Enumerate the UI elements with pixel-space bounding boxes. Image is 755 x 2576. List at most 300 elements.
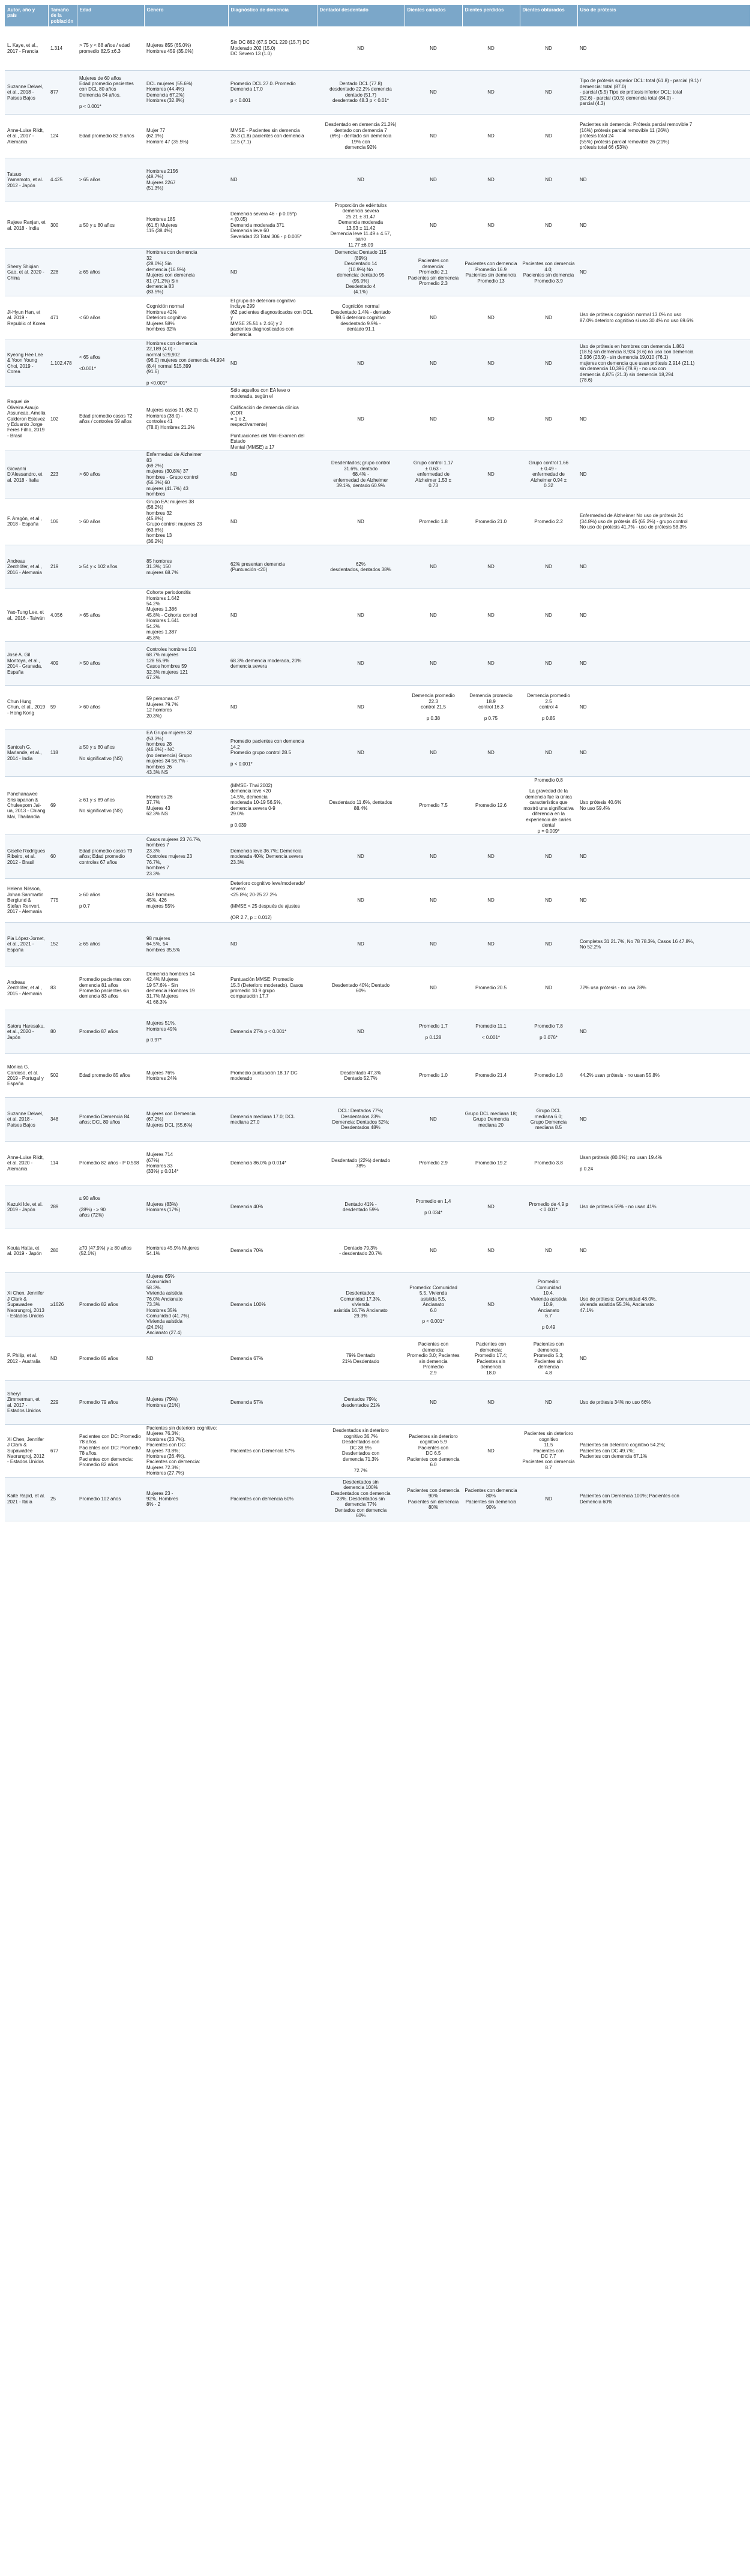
cell-decayed: Promedio: Comunidad 5.5, Vivienda asistida 5.5, Ancianato 6.0 p < 0.001* — [405, 1272, 462, 1337]
cell-dementia-diagnosis: Demencia 100% — [228, 1272, 317, 1337]
cell-age: > 60 años — [77, 686, 144, 729]
cell-prosthesis: ND — [577, 686, 750, 729]
cell-gender: Mujeres 714 (67%) Hombres 33 (33%) p 0.014* — [144, 1141, 228, 1185]
table-row — [5, 878, 750, 922]
cell-population: 280 — [48, 1229, 77, 1272]
cell-gender: Grupo EA: mujeres 38 (56.2%) hombres 32 (45.8%) Grupo control: mujeres 23 (63.8%) hombres 13 (36.2%) — [144, 498, 228, 545]
cell-missing: Promedio 19.2 — [462, 1141, 520, 1185]
cell-dentate: ND — [317, 834, 405, 878]
cell-dentate: Desdentado (22%) dentado 78% — [317, 1141, 405, 1185]
studies-table — [5, 5, 751, 1521]
cell-prosthesis: ND — [577, 1010, 750, 1053]
cell-author: Xi Chen, Jennifer J Clark & Supawadee Naorungroj, 2012 - Estados Unidos — [5, 1424, 48, 1477]
cell-decayed: ND — [405, 966, 462, 1010]
cell-population: 409 — [48, 642, 77, 686]
cell-dentate: ND — [317, 387, 405, 451]
cell-age: ≥ 61 y ≤ 89 años No significativo (NS) — [77, 776, 144, 834]
cell-dentate: ND — [317, 878, 405, 922]
cell-decayed: ND — [405, 158, 462, 202]
cell-decayed: Pacientes con demencia: Promedio 2.1 Pacientes sin demencia Promedio 2.3 — [405, 249, 462, 296]
cell-filled: ND — [520, 202, 577, 249]
table-row — [5, 922, 750, 966]
cell-missing: ND — [462, 878, 520, 922]
cell-dentate: ND — [317, 1010, 405, 1053]
table-row — [5, 1337, 750, 1380]
cell-prosthesis: Uso de prótesis 59% - no usan 41% — [577, 1185, 750, 1229]
cell-decayed: ND — [405, 26, 462, 70]
cell-filled: ND — [520, 642, 577, 686]
cell-decayed: Promedio 2.9 — [405, 1141, 462, 1185]
cell-dentate: ND — [317, 498, 405, 545]
table-row — [5, 1010, 750, 1053]
header-gender: Género — [144, 5, 228, 26]
cell-filled: ND — [520, 70, 577, 114]
cell-age: ≥70 (47.9%) y ≥ 80 años (52.1%) — [77, 1229, 144, 1272]
cell-author: Santosh G. Marlande, et al., 2014 - India — [5, 729, 48, 777]
cell-prosthesis: ND — [577, 202, 750, 249]
table-row — [5, 498, 750, 545]
cell-author: Tatsuo Yamamoto, et al. 2012 - Japón — [5, 158, 48, 202]
cell-missing: Promedio 20.5 — [462, 966, 520, 1010]
cell-age: < 60 años — [77, 296, 144, 340]
cell-missing: ND — [462, 642, 520, 686]
cell-filled: ND — [520, 114, 577, 158]
table-row — [5, 686, 750, 729]
cell-author: Andreas Zenthöfer, et al., 2015 - Alemania — [5, 966, 48, 1010]
cell-filled: ND — [520, 834, 577, 878]
header-dentate: Dentado/ desdentado — [317, 5, 405, 26]
cell-dentate: ND — [317, 589, 405, 642]
cell-decayed: ND — [405, 70, 462, 114]
cell-age: > 65 años — [77, 589, 144, 642]
cell-author: P. Philip, et al. 2012 - Australia — [5, 1337, 48, 1380]
cell-filled: Grupo DCL mediana 6.0; Grupo Demencia mediana 8.5 — [520, 1097, 577, 1141]
cell-author: Giovanni D'Alessandro, et al. 2018 - Italia — [5, 451, 48, 499]
table-row — [5, 340, 750, 387]
cell-author: Andreas Zenthöfer, et al., 2016 - Alemania — [5, 545, 48, 589]
cell-dementia-diagnosis: Demencia 86.0% p 0.014* — [228, 1141, 317, 1185]
cell-decayed: Promedio 1.7 p 0.128 — [405, 1010, 462, 1053]
header-prosthesis: Uso de prótesis — [577, 5, 750, 26]
cell-gender: Mujeres (83%) Hombres (17%) — [144, 1185, 228, 1229]
cell-filled: ND — [520, 922, 577, 966]
cell-decayed: Pacientes con demencia: Promedio 3.0; Pacientes sin demencia Promedio 2.9 — [405, 1337, 462, 1380]
cell-gender: Hombres 185 (61.6) Mujeres 115 (38.4%) — [144, 202, 228, 249]
cell-gender: Enfermedad de Alzheimer 83 (69.2%) mujeres (30.8%) 37 hombres - Grupo control (56.3%) 60 mujeres (41.7%) 43 hombres — [144, 451, 228, 499]
cell-gender: Hombres 2156 (48.7%) Mujeres 2267 (51.3%) — [144, 158, 228, 202]
table-row — [5, 1185, 750, 1229]
cell-missing: ND — [462, 1424, 520, 1477]
cell-filled: ND — [520, 1229, 577, 1272]
cell-prosthesis: ND — [577, 729, 750, 777]
cell-decayed: Pacientes sin deterioro cognitivo 5.9 Pacientes con DC 6.5 Pacientes con demencia 6.0 — [405, 1424, 462, 1477]
cell-gender: Casos mujeres 23 76.7%, hombres 7 23.3% Controles mujeres 23 76.7%, hombres 7 23.3% — [144, 834, 228, 878]
cell-gender: Mujeres 76% Hombres 24% — [144, 1053, 228, 1097]
cell-filled: ND — [520, 340, 577, 387]
cell-missing: Promedio 21.0 — [462, 498, 520, 545]
cell-author: Anne-Luise Rildt, et al., 2017 - Alemania — [5, 114, 48, 158]
cell-author: F. Aragón, et al., 2018 - España — [5, 498, 48, 545]
cell-age: ≥ 65 años — [77, 922, 144, 966]
cell-dentate: 79% Dentado 21% Desdentado — [317, 1337, 405, 1380]
cell-author: L. Kaye, et al., 2017 - Francia — [5, 26, 48, 70]
cell-age: Pacientes con DC: Promedio 78 años. Pacientes con DC: Promedio 78 años. Pacientes con demencia: Promedio 82 años — [77, 1424, 144, 1477]
cell-gender: Demencia hombres 14 42.4% Mujeres 19 57.6% - Sin demencia Hombres 19 31.7% Mujeres 41 68.3% — [144, 966, 228, 1010]
header-row — [5, 5, 750, 26]
cell-prosthesis: Pacientes con Demencia 100%; Pacientes con Demencia 60% — [577, 1477, 750, 1521]
cell-missing: ND — [462, 1185, 520, 1229]
cell-prosthesis: Usan prótesis (80.6%); no usan 19.4% p 0.24 — [577, 1141, 750, 1185]
cell-population: 152 — [48, 922, 77, 966]
cell-author: Xi Chen, Jennifer J Clark & Supawadee Naorungroj, 2013 - Estados Unidos — [5, 1272, 48, 1337]
cell-author: Helena Nilsson, Johan Sanmartin Berglund & Stefan Renvert, 2017 - Alemania — [5, 878, 48, 922]
cell-filled: Promedio 7.8 p 0.076* — [520, 1010, 577, 1053]
cell-age: ≥ 50 y ≤ 80 años — [77, 202, 144, 249]
cell-dentate: Desdentados: Comunidad 17.3%, vivienda asistida 16.7% Ancianato 29.3% — [317, 1272, 405, 1337]
cell-author: Kazuki Ide, et al. 2019 - Japón — [5, 1185, 48, 1229]
cell-population: 775 — [48, 878, 77, 922]
cell-population: 289 — [48, 1185, 77, 1229]
header-filled: Dientes obturados — [520, 5, 577, 26]
cell-population: 348 — [48, 1097, 77, 1141]
cell-prosthesis: Enfermedad de Alzheimer No uso de prótesis 24 (34.8%) uso de prótesis 45 (65.2%) - grupo control No uso de prótesis 41.7% - uso de prótesis 58.3% — [577, 498, 750, 545]
cell-age: > 60 años — [77, 451, 144, 499]
cell-author: Pia López-Jornet, et al., 2021 - España — [5, 922, 48, 966]
cell-population: 877 — [48, 70, 77, 114]
cell-dentate: ND — [317, 922, 405, 966]
cell-decayed: ND — [405, 1380, 462, 1424]
cell-decayed: Promedio 1.8 — [405, 498, 462, 545]
cell-gender: Hombres con demencia 22,189 (4.0) - normal 529,902 (96.0) mujeres con demencia 44,994 (8.4) normal 515,399 (91.6) p <0.001* — [144, 340, 228, 387]
cell-age: Mujeres de 60 años Edad promedio pacientes con DCL 80 años Demencia 84 años. p < 0.001* — [77, 70, 144, 114]
cell-gender: Mujeres con Demencia (67.2%) Mujeres DCL (55.6%) — [144, 1097, 228, 1141]
cell-gender: ND — [144, 1337, 228, 1380]
cell-population: 83 — [48, 966, 77, 1010]
cell-dementia-diagnosis: Sólo aquellos con EA leve o moderada, según el Calificación de demencia clínica (CDR = 1 o 2, respectivamente) Puntuaciones del Mini-Examen del Estado Mental (MMSE) ≥ 17 — [228, 387, 317, 451]
cell-population: 25 — [48, 1477, 77, 1521]
cell-missing: Demencia promedio 18.9 control 16.3 p 0.75 — [462, 686, 520, 729]
cell-dementia-diagnosis: ND — [228, 922, 317, 966]
cell-dementia-diagnosis: Demencia severa 46 - p 0.05*p < (0.05) Demencia moderada 371 Demencia leve 60 Severidad 23 Total 306 - p 0.005* — [228, 202, 317, 249]
table-row — [5, 296, 750, 340]
cell-filled: Promedio: Comunidad 10.4, Vivienda asistida 10.9, Ancianato 6.7 p 0.49 — [520, 1272, 577, 1337]
cell-dentate: ND — [317, 686, 405, 729]
cell-missing: ND — [462, 26, 520, 70]
cell-gender: Mujeres 855 (65.0%) Hombres 459 (35.0%) — [144, 26, 228, 70]
cell-decayed: ND — [405, 1097, 462, 1141]
cell-gender: 85 hombres 31.3%; 150 mujeres 68.7% — [144, 545, 228, 589]
cell-author: Sheryl Zimmerman, et al. 2017 - Estados Unidos — [5, 1380, 48, 1424]
cell-missing: ND — [462, 451, 520, 499]
table-row — [5, 966, 750, 1010]
table-row — [5, 834, 750, 878]
cell-decayed: Grupo control 1.17 ± 0.63 - enfermedad de Alzheimer 1.53 ± 0.73 — [405, 451, 462, 499]
cell-age: Promedio 102 años — [77, 1477, 144, 1521]
cell-decayed: ND — [405, 589, 462, 642]
cell-decayed: ND — [405, 922, 462, 966]
cell-filled: ND — [520, 296, 577, 340]
cell-prosthesis: 72% usa prótesis - no usa 28% — [577, 966, 750, 1010]
cell-decayed: ND — [405, 729, 462, 777]
table-row — [5, 1229, 750, 1272]
cell-population: 471 — [48, 296, 77, 340]
cell-population: 106 — [48, 498, 77, 545]
cell-dentate: Desdentados sin demencia 100% Desdentados con demencia 23%. Desdentados sin demencia 77% Dentados con demencia 60% — [317, 1477, 405, 1521]
cell-population: 1.102.478 — [48, 340, 77, 387]
cell-dementia-diagnosis: Demencia 40% — [228, 1185, 317, 1229]
cell-filled: Pacientes sin deterioro cognitivo 11.5 Pacientes con DC 7.7 Pacientes con demencia 8.7 — [520, 1424, 577, 1477]
cell-gender: Cognición normal Hombres 42% Deterioro cognitivo Mujeres 58% hombres 32% — [144, 296, 228, 340]
cell-author: Kyeong Hee Lee & Yoon Young Choi, 2019 - Corea — [5, 340, 48, 387]
cell-age: Promedio 85 años — [77, 1337, 144, 1380]
cell-gender: EA Grupo mujeres 32 (53.3%) hombres 28 (46.6%) - NC (no demencia) Grupo mujeres 34 56.7% - hombres 26 43.3% NS — [144, 729, 228, 777]
cell-author: Suzanne Delwel, et al., 2018 - Países Bajos — [5, 70, 48, 114]
cell-age: Promedio pacientes con demencia 81 años Promedio pacientes sin demencia 83 años — [77, 966, 144, 1010]
cell-population: 118 — [48, 729, 77, 777]
table-row — [5, 1380, 750, 1424]
cell-dentate: Demencia: Dentado 115 (89%) Desdentado 14 (10.9%) No demencia: dentado 95 (95.9%) Desdentado 4 (4.1%) — [317, 249, 405, 296]
cell-dentate: 62% desdentados, dentados 38% — [317, 545, 405, 589]
cell-population: 1.314 — [48, 26, 77, 70]
cell-prosthesis: Uso prótesis 40.6% No uso 59.4% — [577, 776, 750, 834]
header-missing: Dientes perdidos — [462, 5, 520, 26]
cell-gender: 349 hombres 45%, 426 mujeres 55% — [144, 878, 228, 922]
cell-decayed: ND — [405, 387, 462, 451]
cell-age: ≥ 50 y ≤ 80 años No significativo (NS) — [77, 729, 144, 777]
cell-filled: ND — [520, 158, 577, 202]
cell-filled: ND — [520, 1477, 577, 1521]
cell-decayed: ND — [405, 296, 462, 340]
cell-dentate: ND — [317, 340, 405, 387]
cell-decayed: ND — [405, 545, 462, 589]
cell-age: ≤ 90 años (28%) - ≥ 90 años (72%) — [77, 1185, 144, 1229]
cell-author: Yao-Tung Lee, et al., 2016 - Taiwán — [5, 589, 48, 642]
cell-filled: ND — [520, 545, 577, 589]
cell-dementia-diagnosis: Deterioro cognitivo leve/moderado/ severo: <25.8%; 20-25 27.2% (MMSE < 25 después de ajustes (OR 2.7, p = 0.012) — [228, 878, 317, 922]
cell-decayed: ND — [405, 202, 462, 249]
cell-prosthesis: ND — [577, 387, 750, 451]
cell-prosthesis: ND — [577, 878, 750, 922]
cell-author: José A. Gil Montoya, et al., 2014 - Granada, España — [5, 642, 48, 686]
cell-population: 114 — [48, 1141, 77, 1185]
table-row — [5, 776, 750, 834]
cell-population: 4.056 — [48, 589, 77, 642]
cell-missing: ND — [462, 729, 520, 777]
cell-population: 229 — [48, 1380, 77, 1424]
cell-author: Kaite Rapid, et al. 2021 - Italia — [5, 1477, 48, 1521]
cell-filled: Promedio 0.8 La gravedad de la demencia fue la única característica que mostró una significativa diferencia en la experiencia de caries dental p = 0.009* — [520, 776, 577, 834]
cell-gender: Cohorte periodontitis Hombres 1.642 54.2% Mujeres 1.386 45.8% - Cohorte control Hombres 1.641 54.2% mujeres 1.387 45.8% — [144, 589, 228, 642]
cell-decayed: Pacientes con demencia 90% Pacientes sin demencia 80% — [405, 1477, 462, 1521]
cell-age: > 65 años — [77, 158, 144, 202]
cell-age: Promedio 79 años — [77, 1380, 144, 1424]
cell-population: 219 — [48, 545, 77, 589]
table-row — [5, 114, 750, 158]
cell-dentate: Desdentado 40%; Dentado 60% — [317, 966, 405, 1010]
cell-missing: ND — [462, 1380, 520, 1424]
table-row — [5, 642, 750, 686]
table-row — [5, 1053, 750, 1097]
cell-dentate: Desdentado en demencia 21.2%) dentado con demencia 7 (6%) - dentado sin demencia 19% con demencia 92% — [317, 114, 405, 158]
cell-prosthesis: ND — [577, 451, 750, 499]
cell-filled: ND — [520, 878, 577, 922]
cell-gender: Mujeres 65% Comunidad 58.3%. Vivienda asistida 76.0% Ancianato 73.3% Hombres 35% Comunidad (41.7%). Vivienda asistida (24.0%) Ancianato (27.4) — [144, 1272, 228, 1337]
cell-prosthesis: Uso de prótesis cognición normal 13.0% no uso 87.0% deterioro cognitivo si uso 30.4% no uso 69.6% — [577, 296, 750, 340]
cell-missing: ND — [462, 834, 520, 878]
cell-gender: Mujeres 23 - 92%, Hombres 8% - 2 — [144, 1477, 228, 1521]
cell-filled: Promedio 3.8 — [520, 1141, 577, 1185]
cell-age: Promedio 82 años - P 0.598 — [77, 1141, 144, 1185]
table-row — [5, 70, 750, 114]
table-row — [5, 1141, 750, 1185]
cell-prosthesis: ND — [577, 589, 750, 642]
cell-filled: ND — [520, 589, 577, 642]
cell-population: 4.425 — [48, 158, 77, 202]
cell-decayed: Promedio 7.5 — [405, 776, 462, 834]
cell-missing: ND — [462, 340, 520, 387]
cell-gender: DCL mujeres (55.6%) Hombres (44.4%) Demencia 67.2%) Hombres (32.8%) — [144, 70, 228, 114]
cell-missing: Promedio 12.6 — [462, 776, 520, 834]
header-age: Edad — [77, 5, 144, 26]
cell-gender: Controles hombres 101 68.7% mujeres 128 55.9% Casos hombres 59 32.3% mujeres 121 67.2% — [144, 642, 228, 686]
table-body — [5, 26, 750, 1521]
cell-dementia-diagnosis: Sin DC 862 (67.5 DCL 220 (15.7) DC Moderado 202 (15.0) DC Severo 13 (1.0) — [228, 26, 317, 70]
cell-age: Promedio 87 años — [77, 1010, 144, 1053]
cell-prosthesis: Pacientes sin deterioro cognitivo 54.2%; Pacientes con DC 49.7%; Pacientes con demencia 67.1% — [577, 1424, 750, 1477]
cell-dementia-diagnosis: Promedio puntuación 18.17 DC moderado — [228, 1053, 317, 1097]
cell-population: ND — [48, 1337, 77, 1380]
table-row — [5, 202, 750, 249]
cell-population: 228 — [48, 249, 77, 296]
cell-filled: ND — [520, 1380, 577, 1424]
cell-dementia-diagnosis: Demencia leve 36.7%; Demencia moderada 40%; Demencia severa 23.3% — [228, 834, 317, 878]
header-dementia-diagnosis: Diagnóstico de demencia — [228, 5, 317, 26]
cell-dentate: Desdentado 47.3% Dentado 52.7% — [317, 1053, 405, 1097]
cell-decayed: ND — [405, 340, 462, 387]
cell-dentate: Proporción de edéntulos demencia severa 25.21 ± 31.47 Demencia moderada 13.53 ± 11.42 Demencia leve 11.49 ± 4.57, sano 11.77 ±6.09 — [317, 202, 405, 249]
table-row — [5, 589, 750, 642]
cell-missing: Pacientes con demencia 80% Pacientes sin demencia 90% — [462, 1477, 520, 1521]
cell-prosthesis: ND — [577, 834, 750, 878]
cell-missing: Pacientes con demencia Promedio 16.9 Pacientes sin demencia Promedio 13 — [462, 249, 520, 296]
cell-dementia-diagnosis: ND — [228, 451, 317, 499]
cell-filled: Promedio 2.2 — [520, 498, 577, 545]
cell-dementia-diagnosis: 68.3% demencia moderada, 20% demencia severa — [228, 642, 317, 686]
cell-gender: 59 personas 47 Mujeres 79.7% 12 hombres 20.3%) — [144, 686, 228, 729]
cell-decayed: Promedio en 1,4 p 0.034* — [405, 1185, 462, 1229]
table-row — [5, 1477, 750, 1521]
cell-prosthesis: Pacientes sin demencia: Prótesis parcial removible 7 (16%) prótesis parcial removible 11 (26%) prótesis total 24 (55%) prótesis parcial removible 26 (21%) prótesis total 66 (53%) — [577, 114, 750, 158]
cell-age: > 75 y < 88 años / edad promedio 82.5 ±6.3 — [77, 26, 144, 70]
cell-dementia-diagnosis: 62% presentan demencia (Puntuación <20) — [228, 545, 317, 589]
cell-decayed: Promedio 1.0 — [405, 1053, 462, 1097]
cell-age: Edad promedio casos 79 años; Edad promedio controles 67 años — [77, 834, 144, 878]
cell-filled: Grupo control 1.66 ± 0.49 - enfermedad de Alzheimer 0.94 ± 0.32 — [520, 451, 577, 499]
cell-dentate: ND — [317, 158, 405, 202]
cell-dentate: Dentado 41% - desdentado 59% — [317, 1185, 405, 1229]
cell-author: Raquel de Oliveira Araujo Assuncao, Amelia Calderon Estevez y Eduardo Jorge Feres Filho, 2019 - Brasil — [5, 387, 48, 451]
cell-age: Promedio Demencia 84 años; DCL 80 años — [77, 1097, 144, 1141]
cell-prosthesis: Tipo de prótesis superior DCL: total (61.8) - parcial (9.1) / demencia: total (87.0) - parcial (5.5) Tipo de prótesis inferior DCL: total (52.6) - parcial (10.5) demencia total (84.0) - parcial (4.3) — [577, 70, 750, 114]
cell-dementia-diagnosis: Demencia 57% — [228, 1380, 317, 1424]
cell-missing: ND — [462, 1272, 520, 1337]
cell-decayed: ND — [405, 114, 462, 158]
cell-dementia-diagnosis: ND — [228, 686, 317, 729]
table-row — [5, 451, 750, 499]
cell-missing: ND — [462, 114, 520, 158]
cell-author: Satoru Haresaku, et al., 2020 - Japón — [5, 1010, 48, 1053]
cell-author: Anne-Luise Rildt, et al. 2020 - Alemania — [5, 1141, 48, 1185]
cell-dementia-diagnosis: Demencia mediana 17.0; DCL mediana 27.0 — [228, 1097, 317, 1141]
table-row — [5, 729, 750, 777]
cell-filled: ND — [520, 729, 577, 777]
cell-population: ≥1626 — [48, 1272, 77, 1337]
cell-age: ≥ 54 y ≤ 102 años — [77, 545, 144, 589]
cell-dentate: DCL: Dentados 77%; Desdentados 23% Demencia: Dentados 52%; Desdentados 48% — [317, 1097, 405, 1141]
cell-age: > 60 años — [77, 498, 144, 545]
cell-author: Suzanne Delwel, et al. 2018 - Países Bajos — [5, 1097, 48, 1141]
cell-missing: ND — [462, 202, 520, 249]
cell-prosthesis: ND — [577, 642, 750, 686]
cell-population: 223 — [48, 451, 77, 499]
cell-age: > 50 años — [77, 642, 144, 686]
cell-author: Rajeev Ranjan, et al. 2018 - India — [5, 202, 48, 249]
cell-dementia-diagnosis: (MMSE- Thai 2002) demencia leve <20 14.5%, demencia moderada 10-19 56.5%, demencia severa 0-9 29.0% p 0.039 — [228, 776, 317, 834]
cell-author: Kouta Hatta, et al. 2019 - Japón — [5, 1229, 48, 1272]
header-decayed: Dientes cariados — [405, 5, 462, 26]
table-header — [5, 5, 750, 26]
table-row — [5, 1097, 750, 1141]
cell-population: 300 — [48, 202, 77, 249]
header-author: Autor, año y país — [5, 5, 48, 26]
cell-dentate: Desdentados sin deterioro cognitivo 36.7% Desdentados con DC 38.5% Desdentados con demencia 71.3% 72.7% — [317, 1424, 405, 1477]
cell-prosthesis: ND — [577, 158, 750, 202]
cell-prosthesis: ND — [577, 26, 750, 70]
table-row — [5, 387, 750, 451]
cell-dentate: Cognición normal Desdentado 1.4% - dentado 98.6 deterioro cognitivo desdentado 9.9% - dentado 91.1 — [317, 296, 405, 340]
cell-dentate: Dentado DCL (77.8) desdentado 22.2% demencia dentado (51.7) desdentado 48.3 p < 0.01* — [317, 70, 405, 114]
cell-population: 124 — [48, 114, 77, 158]
cell-missing: ND — [462, 158, 520, 202]
cell-population: 60 — [48, 834, 77, 878]
cell-age: Promedio 82 años — [77, 1272, 144, 1337]
cell-missing: ND — [462, 296, 520, 340]
cell-dementia-diagnosis: ND — [228, 340, 317, 387]
cell-prosthesis: ND — [577, 1229, 750, 1272]
cell-author: Giselle Rodrigues Ribeiro, et al. 2012 - Brasil — [5, 834, 48, 878]
cell-dementia-diagnosis: Demencia 27% p < 0.001* — [228, 1010, 317, 1053]
cell-decayed: ND — [405, 878, 462, 922]
cell-dentate: ND — [317, 642, 405, 686]
cell-prosthesis: Uso de prótesis en hombres con demencia 1.861 (18.5) sin demencia 8,924 (8.6) no uso con demencia 2,936 (23.9) - sin demencia 19,010 (76.1) mujeres con demencia que usan prótesis 2,914 (21.1) sin demencia 10,396 (78.9) - no uso con demencia 4,875 (21.3) sin demencia 18,294 (78.6) — [577, 340, 750, 387]
cell-prosthesis: ND — [577, 545, 750, 589]
cell-decayed: ND — [405, 642, 462, 686]
cell-dementia-diagnosis: El grupo de deterioro cognitivo incluye 299 (62 pacientes diagnosticados con DCL y MMSE 25.51 ± 2.46) y 2 pacientes diagnosticados con demencia — [228, 296, 317, 340]
cell-gender: Pacientes sin deterioro cognitivo: Mujeres 76.3%; Hombres (23.7%). Pacientes con DC: Mujeres 73.8%; Hombres (26.4%). Pacientes con demencia: Mujeres 72.3%; Hombres (27.7%) — [144, 1424, 228, 1477]
cell-gender: Hombres con demencia 32 (28.0%) Sin demencia (16.5%) Mujeres con demencia 81 (71.2%) Sin demencia 83 (83.5%) — [144, 249, 228, 296]
cell-population: 69 — [48, 776, 77, 834]
cell-prosthesis: 44.2% usan prótesis - no usan 55.8% — [577, 1053, 750, 1097]
cell-age: Edad promedio casos 72 años / controles 69 años — [77, 387, 144, 451]
cell-dementia-diagnosis: MMSE - Pacientes sin demencia 26.3 (1.8) pacientes con demencia 12.5 (7.1) — [228, 114, 317, 158]
cell-gender: 98 mujeres 64.5%, 54 hombres 35.5% — [144, 922, 228, 966]
cell-dentate: ND — [317, 26, 405, 70]
cell-missing: Promedio 11.1 < 0.001* — [462, 1010, 520, 1053]
cell-author: Panchanawee Srisilapanan & Chuleeporn Jai-ua, 2013 - Chiang Mai, Thailandia — [5, 776, 48, 834]
cell-age: < 65 años <0.001* — [77, 340, 144, 387]
cell-population: 502 — [48, 1053, 77, 1097]
cell-dementia-diagnosis: Promedio pacientes con demencia 14.2 Promedio grupo control 28.5 p < 0.001* — [228, 729, 317, 777]
